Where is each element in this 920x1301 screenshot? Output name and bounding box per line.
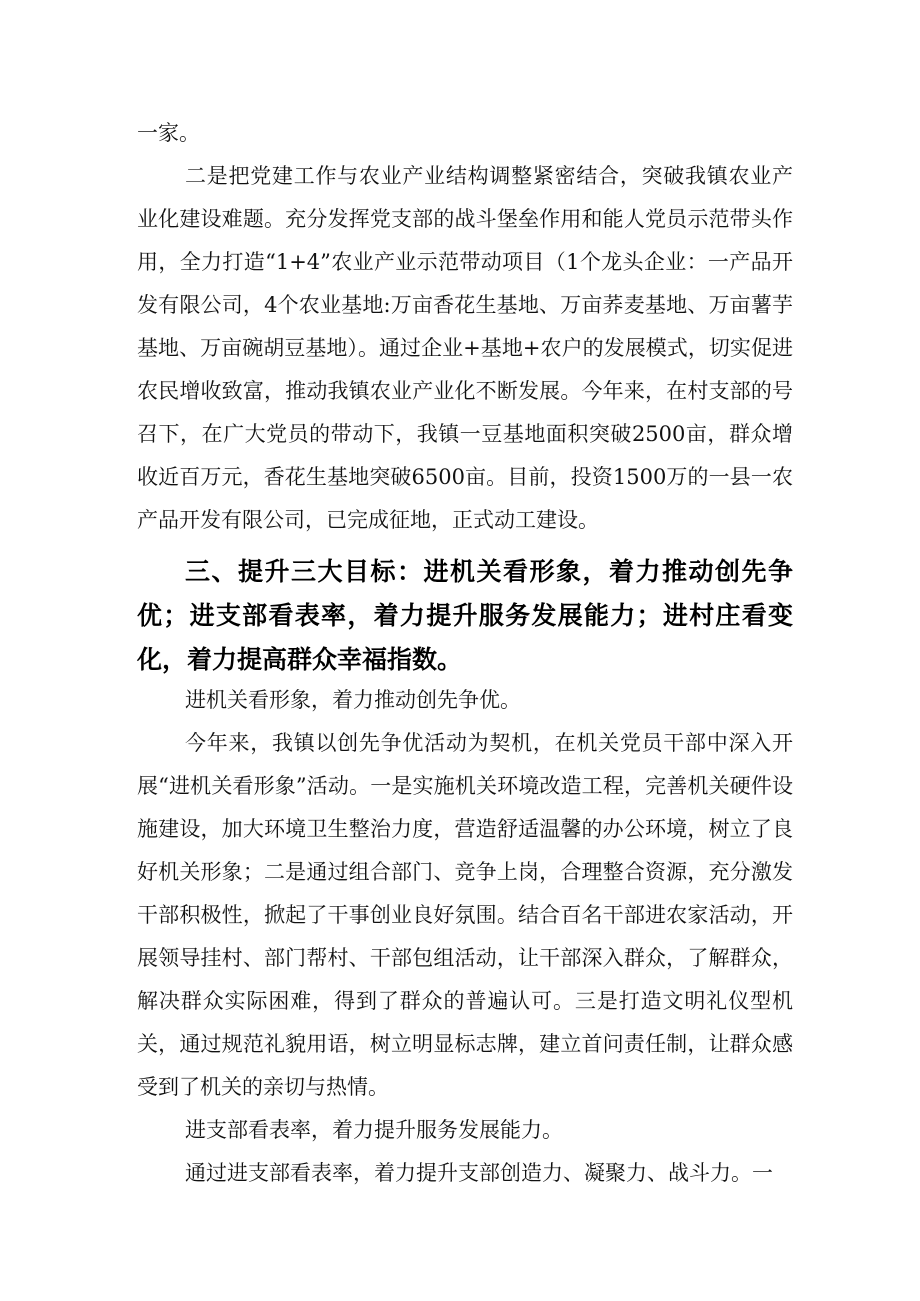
paragraph-continuation: 一家。 xyxy=(137,121,200,145)
paragraph-branch-capability: 通过进支部看表率，着力提升支部创造力、凝聚力、战斗力。一 xyxy=(185,1161,773,1185)
section-heading-three: 三、提升三大目标：进机关看形象，着力推动创先争优；进支部看表率，着力提升服务发展能力；进村庄看变化，着力提高群众幸福指数。 xyxy=(137,557,793,674)
paragraph-agriculture-integration: 二是把党建工作与农业产业结构调整紧密结合，突破我镇农业产业化建设难题。充分发挥党支部的战斗堡垒作用和能人党员示范带头作用，全力打造“1+4”农业产业示范带动项目（1个龙头企业：一产品开发有限公司，4个农业基地:万亩香花生基地、万亩荞麦基地、万亩薯芋基地、万亩碗胡豆基地）。通过企业+基地+农户的发展模式，切实促进农民增收致富，推动我镇农业产业化不断发展。今年来，在村支部的号召下，在广大党员的带动下，我镇一豆基地面积突破2500亩，群众增收近百万元，香花生基地突破6500亩。目前，投资1500万的一县一农产品开发有限公司，已完成征地，正式动工建设。 xyxy=(137,164,793,532)
body-text-bottom xyxy=(137,679,793,1195)
subheading-branch-example: 进支部看表率，着力提升服务发展能力。 xyxy=(185,1118,563,1142)
subheading-agency-image: 进机关看形象，着力推动创先争优。 xyxy=(185,688,521,712)
body-text-top xyxy=(137,112,793,542)
paragraph-agency-activities: 今年来，我镇以创先争优活动为契机，在机关党员干部中深入开展“进机关看形象”活动。一是实施机关环境改造工程，完善机关硬件设施建设，加大环境卫生整治力度，营造舒适温馨的办公环境，树立了良好机关形象；二是通过组合部门、竞争上岗，合理整合资源，充分激发干部积极性，掀起了干事创业良好氛围。结合百名干部进农家活动，开展领导挂村、部门帮村、干部包组活动，让干部深入群众，了解群众，解决群众实际困难，得到了群众的普遍认可。三是打造文明礼仪型机关，通过规范礼貌用语，树立明显标志牌，建立首问责任制，让群众感受到了机关的亲切与热情。 xyxy=(137,731,793,1099)
